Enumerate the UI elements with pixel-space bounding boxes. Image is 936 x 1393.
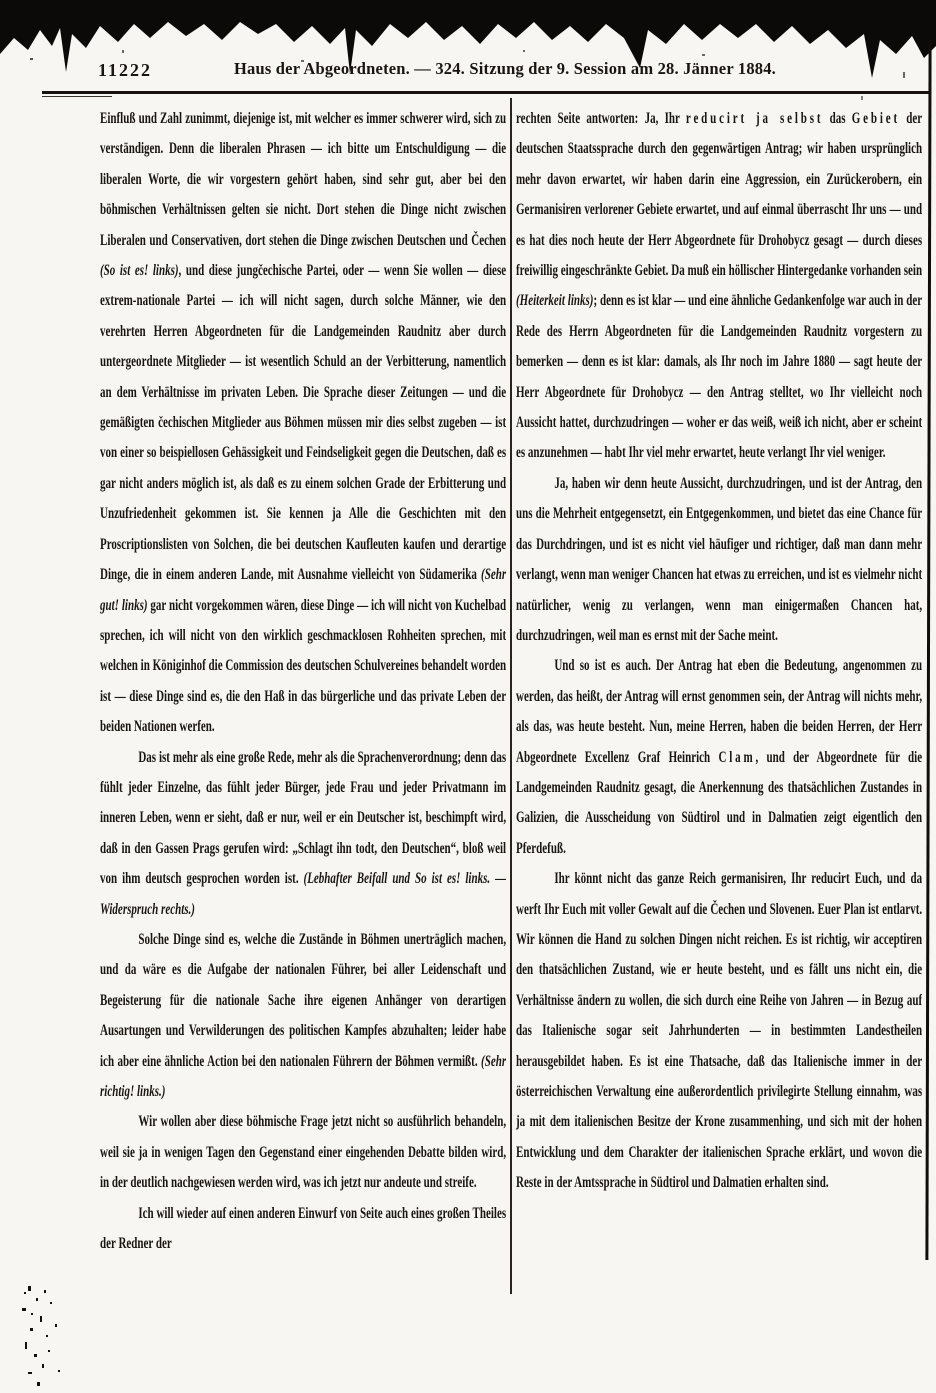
- body-text: Ich will wieder auf einen anderen Einwurf von Seite auch eines großen Theiles der Redner der: [100, 1204, 506, 1253]
- paragraph: [516, 104, 922, 469]
- body-text: Das ist mehr als eine große Rede, mehr als die Sprachenverordnung; denn das fühlt jeder Einzelne, das fühlt jeder Bürger, jede Frau und jeder Privatmann im inneren Leben, wenn er sieht, daß er nur, weil er ein Deutscher ist, beschimpft wird, daß in den Gassen Prags gerufen wird: „Schlagt ihn todt, den Deutschen“, bloß weil von ihm deutsch gesprochen worden ist.: [100, 748, 506, 888]
- body-text: ; denn es ist klar — und eine ähnliche Gedankenfolge war auch in der Rede des Herrn Abgeordneten für die Landgemeinden Raudnitz vorgestern zu bemerken — denn es ist klar: damals, als Ihr noch im Jahre 1880 — sagt heute der Herr Abgeordnete für Drohobycz — den Antrag stelltet, wo Ihr vielleicht noch Aussicht hattet, durchzudringen — woher er das weiß, weiß ich nicht, aber er scheint es anzunehmen — habt Ihr viel mehr erwartet, heute verlangt Ihr viel weniger.: [516, 292, 922, 462]
- emphasized-text: Gebiet: [851, 110, 900, 127]
- paragraph: [100, 1199, 506, 1260]
- column-divider: [510, 98, 512, 1294]
- text-column-left: [100, 104, 506, 1300]
- scan-artifact-bottom-left: [0, 1280, 130, 1393]
- paragraph: [516, 469, 922, 651]
- body-text: Und so ist es auch. Der Antrag hat eben die Bedeutung, angenommen zu werden, das heißt, der Antrag will ernst genommen sein, der Antrag will nichts mehr, als das, was heute besteht. Nun, meine Herren, haben die beiden Herren, der Herr Abgeordnete Excellenz Graf Heinrich: [516, 657, 922, 766]
- body-text: , und der Abgeordnete für die Landgemeinden Raudnitz gesagt, die Anerkennung des thatsächlichen Zustandes in Galizien, die Ausscheidung von Südtirol und in Dalmatien zeigt eigentlich den Pferdefuß.: [516, 748, 922, 857]
- stage-direction: (Heiterkeit links): [516, 292, 594, 310]
- header-rule-fragment: [42, 96, 112, 97]
- paragraph: [516, 864, 922, 1198]
- scan-artifact-right-edge: [925, 40, 931, 1260]
- paragraph: [100, 104, 506, 743]
- body-text: Wir wollen aber diese böhmische Frage jetzt nicht so ausführlich behandeln, weil sie ja in wenigen Tagen den Gegenstand einer eingehenden Debatte bilden wird, in der deutlich nachgewiesen werden wird, was ich jetzt nur andeute und streife.: [100, 1113, 506, 1192]
- paragraph: [100, 925, 506, 1107]
- stage-direction: (So ist es! links): [100, 262, 179, 280]
- body-text: Ihr könnt nicht das ganze Reich germanisiren, Ihr reducirt Euch, und da werft Ihr Euch mit voller Gewalt auf die Čechen und Slovenen. Euer Plan ist entlarvt. Wir können die Hand zu solchen Dingen nicht reichen. Es ist richtig, wir acceptiren den thatsächlichen Zustand, wie er heute besteht, und es fällt uns nicht ein, die Verhältnisse ändern zu wollen, die sich durch eine Reihe von Jahren — in Bezug auf das Italienische sogar seit Jahrhunderten — in bestimmten Landestheilen herausgebildet haben. Es ist eine Thatsache, daß das Italienische immer in der österreichischen Verwaltung eine außerordentlich privilegirte Stellung einnahm, was ja mit dem italienischen Besitze der Krone zusammenhing, und sich mit der hohen Entwicklung und dem Charakter der italienischen Sprache erklärt, und wovon die Reste in der Amtssprache in Südtirol und Dalmatien erhalten sind.: [516, 870, 922, 1192]
- emphasized-text: reducirt ja selbst: [685, 110, 824, 127]
- body-text: Ja, haben wir denn heute Aussicht, durchzudringen, und ist der Antrag, den uns die Mehrheit entgegensetzt, ein Entgegenkommen, und bietet das eine Chance für das Durchdringen, und ist es nicht viel häufiger und richtiger, daß man dann mehr verlangt, wenn man weniger Chancen hat etwas zu erreichen, und ist es vielmehr nicht natürlicher, wenig zu verlangen, wenn man einigermaßen Chancen hat, durchzudringen, weil man es ernst mit der Sache meint.: [516, 474, 922, 644]
- header-title: Haus der Abgeordneten. — 324. Sitzung der 9. Session am 28. Jänner 1884.: [234, 59, 776, 78]
- paragraph: [516, 651, 922, 864]
- body-text: rechten Seite antworten: Ja, Ihr: [516, 110, 686, 127]
- body-text: , und diese jungčechische Partei, oder — wenn Sie wollen — diese extrem-nationale Partei — ich will nicht sagen, durch solche Männer, wie den verehrten Herren Abgeordneten für die Landgemeinden Raudnitz aber durch untergeordnete Mitglieder — ist wesentlich Schuld an der Verbitterung, namentlich an dem Verhältnisse im privaten Leben. Die Sprache dieser Zeitungen — und die gemäßigten čechischen Mitglieder aus Böhmen müssen mir dies selbst zugeben — ist von einer so beispiellosen Gehässigkeit und Feindseligkeit gegen die Deutschen, daß es gar nicht anders möglich ist, als daß es zu einem solchen Grade der Erbitterung und Unzufriedenheit gekommen ist. Sie kennen ja Alle die Geschichten mit den Proscriptionslisten von Solchen, die bei deutschen Kaufleuten kaufen und derartige Dinge, die in einem anderen Lande, mit Ausnahme vielleicht von Südamerika: [100, 262, 506, 584]
- text-column-right-content: [516, 104, 922, 1199]
- body-text: gar nicht vorgekommen wären, diese Dinge — ich will nicht von Kuchelbad sprechen, ich will nicht von den wirklich geschmacklosen Rohheiten sprechen, mit welchen in Königinhof die Commission des deutschen Schulvereines behandelt worden ist — diese Dinge sind es, die den Haß in das bürgerliche und das private Leben der beiden Nationen werfen.: [100, 596, 506, 736]
- body-text: Einfluß und Zahl zunimmt, diejenige ist, mit welcher es immer schwerer wird, sich zu verständigen. Denn die liberalen Phrasen — ich bitte um Entschuldigung — die liberalen Worte, die wir vorgestern gehört haben, sind sehr gut, aber bei den böhmischen Verhältnissen gelten sie nicht. Dort stehen die Dinge nicht zwischen Liberalen und Conservativen, dort stehen die Dinge zwischen Deutschen und Čechen: [100, 110, 506, 249]
- stage-direction: (Sehr gut! links): [100, 566, 506, 614]
- body-text: das: [823, 110, 852, 127]
- paragraph: [100, 743, 506, 925]
- body-text: der deutschen Staatssprache durch den gegenwärtigen Antrag; wir haben ursprünglich mehr davon erwartet, wir haben darin eine Aggression, ein Zurückerobern, ein Germanisiren verlorener Gebiete erwartet, und auf einmal überrascht Ihr uns — und es hat dies noch heute der Herr Abgeordnete für Drohobycz gesagt — durch dieses freiwillig eingeschränkte Gebiet. Da muß ein höllischer Hintergedanke vorhanden sein: [516, 110, 922, 280]
- body-text: Solche Dinge sind es, welche die Zustände in Böhmen unerträglich machen, und da wäre es die Aufgabe der nationalen Führer, bei aller Leidenschaft und Begeisterung für die nationale Sache ihre eigenen Anhänger von derartigen Ausartungen und Verwilderungen des politischen Kampfes abzuhalten; leider habe ich aber eine ähnliche Action bei den nationalen Führern der Böhmen vermißt.: [100, 930, 506, 1070]
- stage-direction: (Lebhafter Beifall und So ist es! links. — Widerspruch rechts.): [100, 870, 506, 918]
- text-column-left-content: [100, 104, 506, 1259]
- stage-direction: (Sehr richtig! links.): [100, 1052, 506, 1100]
- paragraph: [100, 1107, 506, 1198]
- text-column-right: [516, 104, 922, 1300]
- header-rule: [42, 91, 930, 94]
- page-number: 11222: [98, 60, 153, 80]
- emphasized-text: Clam: [718, 748, 756, 766]
